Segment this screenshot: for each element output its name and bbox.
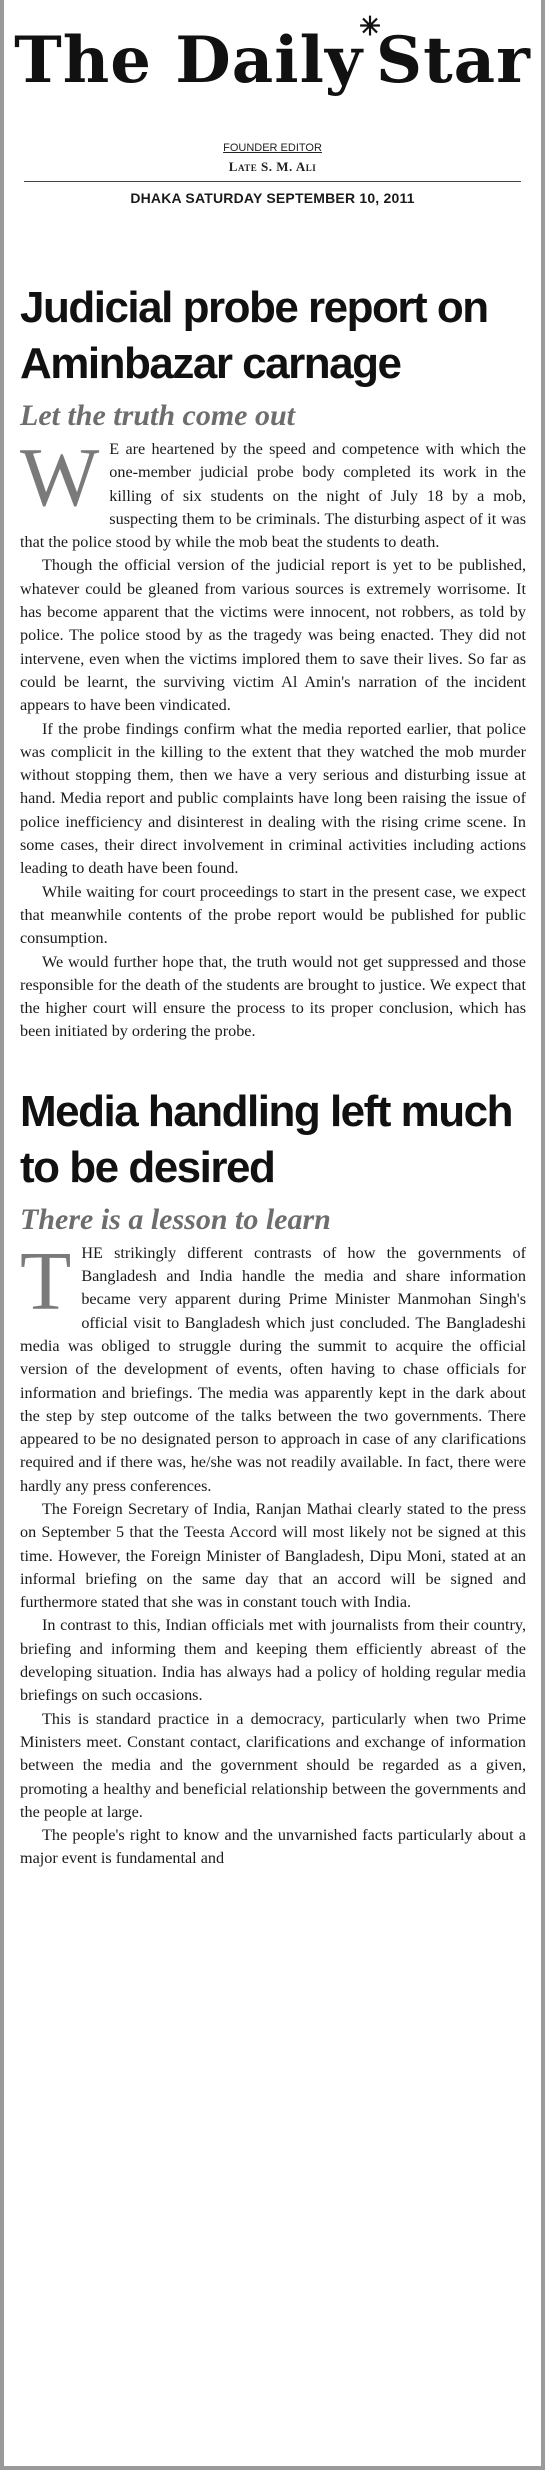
dateline-divider bbox=[24, 181, 521, 182]
article-paragraph: This is standard practice in a democracy, particularly when two Prime Ministers meet. Constant contact, clarifications and exchange of information between the media and the government should be regarded as a given, promoting a healthy and beneficial relationship between the governments and the people at large. bbox=[20, 1709, 526, 1821]
article-headline: Media handling left much to be desired bbox=[20, 1086, 513, 1192]
paragraph-text: E are heartened by the speed and competence with which the one-member judicial probe body completed its work in the killing of six students on the night of July 18 by a mob, suspecting them to be criminals. The disturbing aspect of it was that the police stood by while the mob beat the students to death. bbox=[20, 440, 526, 552]
newspaper-logo bbox=[4, 12, 541, 106]
editorial-article-2 bbox=[4, 1084, 541, 1871]
article-subhead: Let the truth come out bbox=[20, 399, 296, 432]
article-paragraph: While waiting for court proceedings to start in the present case, we expect that meanwhile contents of the probe report would be published for public consumption. bbox=[20, 882, 526, 948]
article-paragraph: If the probe findings confirm what the media reported earlier, that police was complicit in the killing to the extent that they watched the mob murder without stopping them, then we have a very serious and disturbing issue at hand. Media report and public complaints have long been raising the issue of police inefficiency and disinterest in dealing with the rising crime scene. In some cases, their direct involvement in criminal activities including actions leading to death have been found. bbox=[20, 719, 526, 878]
article-paragraph bbox=[20, 1234, 526, 1498]
article-paragraph: The Foreign Secretary of India, Ranjan Mathai clearly stated to the press on September 5 that the Teesta Accord will most likely not be signed at this time. However, the Foreign Minister of Bangladesh, Dipu Moni, stated at an informal briefing on the same day that an accord will be signed and furthermore stated that she was in constant touch with India. bbox=[20, 1499, 526, 1612]
drop-cap: W bbox=[20, 431, 100, 524]
logo-text-left: The Daily bbox=[14, 23, 364, 98]
dateline: DHAKA SATURDAY SEPTEMBER 10, 2011 bbox=[130, 190, 415, 206]
paragraph-text: HE strikingly different contrasts of how the governments of Bangladesh and India handle the media and share information became very apparent during Prime Minister Manmohan Singh's official visit to Bangladesh which just concluded. The Bangladeshi media was obliged to struggle during the summit to acquire the official version of the development of events, often having to chase officials for information and briefings. The media was apparently kept in the dark about the step by step outcome of the talks between the two governments. There appeared to be no designated person to approach in case of any clarifications required and if there was, he/she was not readily available. In fact, there were hardly any press conferences. bbox=[20, 1243, 526, 1495]
editorial-article-1 bbox=[4, 280, 541, 1044]
page-bottom-border bbox=[4, 2466, 541, 2470]
founder-editor-label: FOUNDER EDITOR bbox=[223, 142, 322, 154]
masthead bbox=[4, 0, 541, 226]
article-body bbox=[20, 431, 526, 1044]
article-subhead: There is a lesson to learn bbox=[20, 1202, 331, 1236]
article-paragraph: We would further hope that, the truth would not get suppressed and those responsible for the death of the students are brought to justice. We expect that the higher court will ensure the process to its proper conclusion, which has been initiated by ordering the probe. bbox=[20, 952, 526, 1041]
founder-editor-name: Late S. M. Ali bbox=[228, 159, 317, 174]
star-icon: ✳ bbox=[359, 12, 382, 42]
drop-cap: T bbox=[20, 1234, 72, 1328]
article-headline: Judicial probe report on Aminbazar carnage bbox=[20, 283, 488, 388]
article-paragraph: In contrast to this, Indian officials met with journalists from their country, briefing and informing them and keeping them efficiently abreast of the developing situation. India has always had a policy of holding regular media briefings on such occasions. bbox=[20, 1616, 526, 1705]
article-paragraph bbox=[20, 431, 526, 554]
article-paragraph: The people's right to know and the unvarnished facts particularly about a major event is fundamental and bbox=[20, 1826, 526, 1868]
article-paragraph: Though the official version of the judicial report is yet to be published, whatever could be gleaned from various sources is extremely worrisome. It has become apparent that the victims were innocent, not robbers, as told by police. The police stood by as the tragedy was being enacted. They did not intervene, even when the victims implored them to save their lives. So far as could be learnt, the surviving victim Al Amin's narration of the incident appears to have been vindicated. bbox=[20, 556, 526, 715]
logo-text-right: Star bbox=[375, 23, 531, 98]
article-body bbox=[20, 1234, 526, 1871]
